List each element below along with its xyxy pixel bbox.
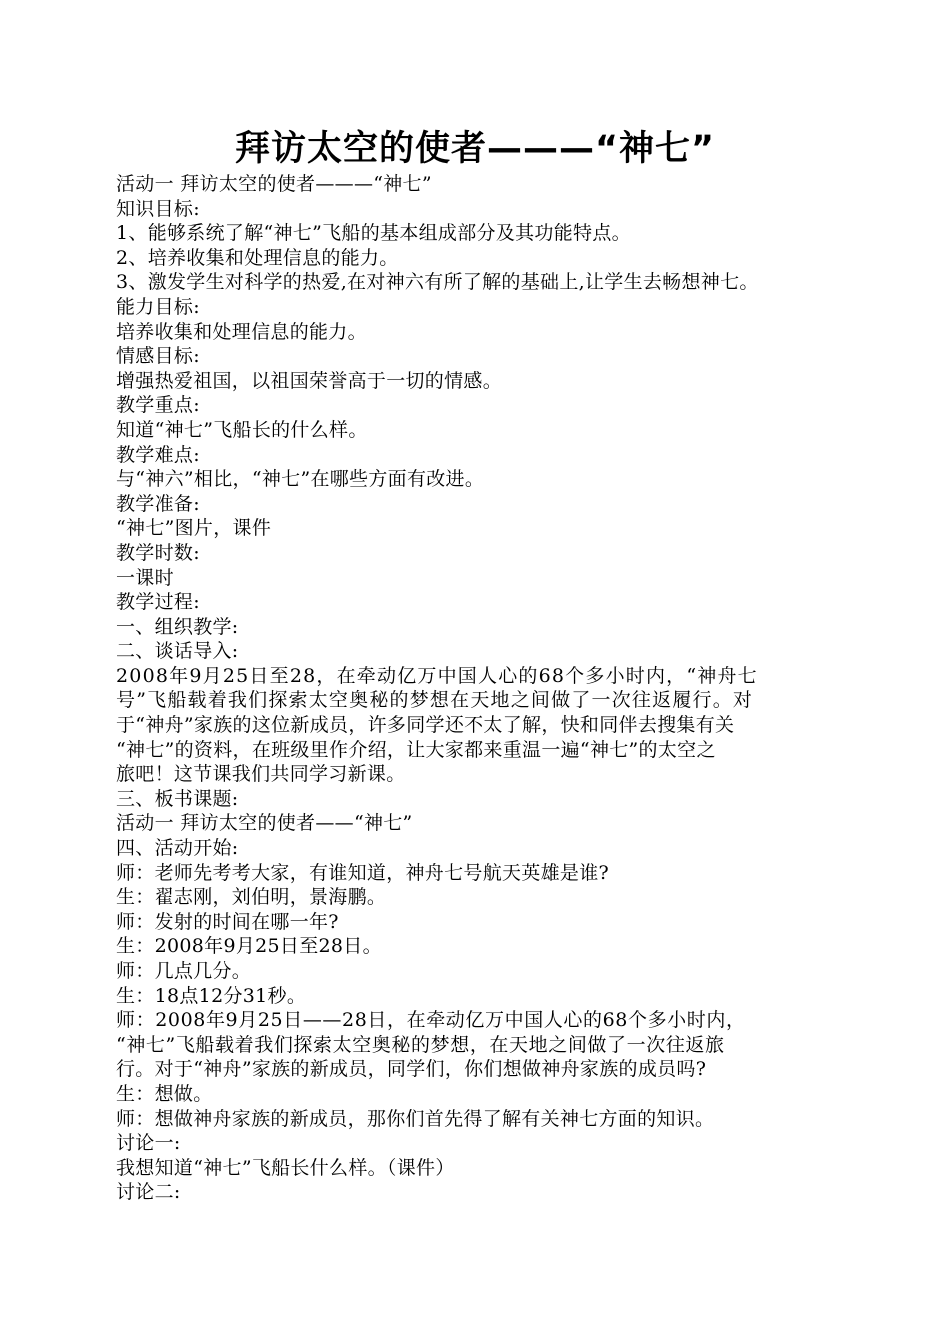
duration-text: 一课时: [116, 566, 174, 589]
preparation-heading: 教学准备:: [116, 492, 200, 515]
knowledge-goal-heading: 知识目标:: [116, 197, 200, 220]
dialogue-line-2: 生：翟志刚，刘伯明，景海鹏。: [116, 886, 387, 909]
intro-paragraph-line-2: 号”飞船载着我们探索太空奥秘的梦想在天地之间做了一次往返履行。对: [116, 689, 754, 712]
dialogue-line-8: “神七”飞船载着我们探索太空奥秘的梦想，在天地之间做了一次往返旅: [116, 1033, 725, 1056]
process-heading: 教学过程:: [116, 591, 200, 614]
board-title: 活动一 拜访太空的使者——“神七”: [116, 812, 413, 835]
key-point-heading: 教学重点:: [116, 394, 200, 417]
knowledge-goal-item-3: 3、激发学生对科学的热爱,在对神六有所了解的基础上,让学生去畅想神七。: [116, 271, 759, 294]
document-title: 拜访太空的使者———“神七”: [234, 129, 715, 169]
discussion-1-heading: 讨论一:: [116, 1132, 181, 1155]
process-step-4: 四、活动开始:: [116, 837, 239, 860]
dialogue-line-7: 师：2008年9月25日——28日，在牵动亿万中国人心的68个多小时内，: [116, 1009, 746, 1032]
document-body: [116, 172, 856, 1205]
duration-heading: 教学时数:: [116, 541, 200, 564]
process-step-2: 二、谈话导入:: [116, 640, 239, 663]
preparation-text: “神七”图片，课件: [116, 517, 272, 540]
knowledge-goal-item-1: 1、能够系统了解“神七”飞船的基本组成部分及其功能特点。: [116, 222, 631, 245]
knowledge-goal-item-2: 2、培养收集和处理信息的能力。: [116, 246, 399, 269]
intro-paragraph-line-1: 2008年9月25日至28，在牵动亿万中国人心的68个多小时内，“神舟七: [116, 664, 758, 687]
ability-goal-heading: 能力目标:: [116, 295, 200, 318]
dialogue-line-3: 师：发射的时间在哪一年?: [116, 910, 339, 933]
difficulty-heading: 教学难点:: [116, 443, 200, 466]
dialogue-line-5: 师：几点几分。: [116, 960, 252, 982]
dialogue-line-11: 师：想做神舟家族的新成员，那你们首先得了解有关神七方面的知识。: [116, 1107, 715, 1130]
intro-paragraph-line-4: “神七”的资料，在班级里作介绍，让大家都来重温一遍“神七”的太空之: [116, 738, 716, 761]
emotion-goal-text: 增强热爱祖国，以祖国荣誉高于一切的情感。: [116, 369, 503, 392]
activity-heading-line: 活动一 拜访太空的使者———“神七”: [116, 173, 432, 195]
process-step-1: 一、组织教学:: [116, 615, 239, 638]
dialogue-line-10: 生：想做。: [116, 1082, 213, 1105]
dialogue-line-6: 生：18点12分31秒。: [116, 984, 307, 1007]
discussion-1-text: 我想知道“神七”飞船长什么样。（课件）: [116, 1156, 455, 1179]
emotion-goal-heading: 情感目标:: [116, 345, 200, 368]
dialogue-line-9: 行。对于“神舟”家族的新成员，同学们，你们想做神舟家族的成员吗?: [116, 1058, 707, 1081]
discussion-2-heading: 讨论二:: [116, 1181, 181, 1204]
dialogue-line-4: 生：2008年9月25日至28日。: [116, 935, 382, 958]
intro-paragraph-line-3: 于“神舟”家族的这位新成员，许多同学还不太了解，快和同伴去搜集有关: [116, 714, 735, 737]
process-step-3: 三、板书课题:: [116, 787, 239, 810]
ability-goal-text: 培养收集和处理信息的能力。: [116, 320, 367, 343]
key-point-text: 知道“神七”飞船长的什么样。: [116, 418, 368, 441]
intro-paragraph-line-5: 旅吧！这节课我们共同学习新课。: [116, 763, 406, 786]
difficulty-text: 与“神六”相比，“神七”在哪些方面有改进。: [116, 468, 485, 491]
dialogue-line-1: 师：老师先考考大家，有谁知道，神舟七号航天英雄是谁?: [116, 861, 609, 884]
